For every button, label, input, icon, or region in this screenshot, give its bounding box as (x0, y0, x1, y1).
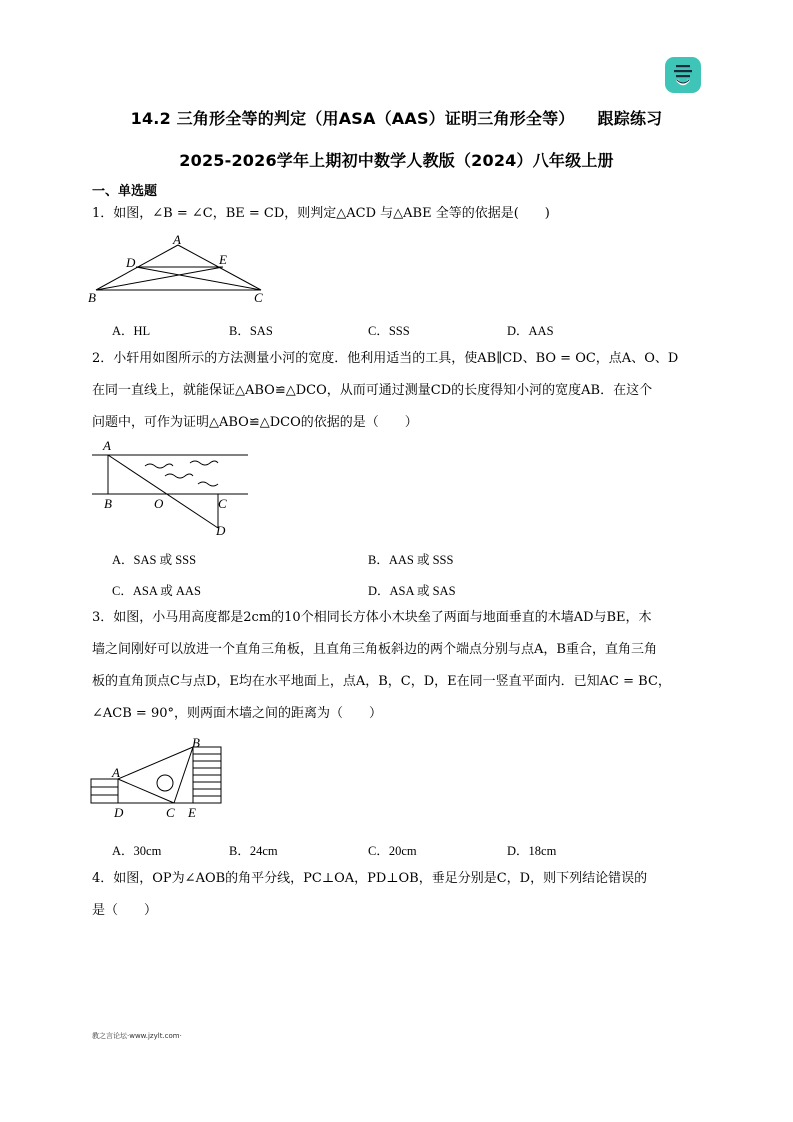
label-a: A (173, 232, 181, 247)
label-b: B (88, 290, 96, 305)
question-4-line-2: 是（ ） (92, 903, 158, 918)
question-2-line-2: 在同一直线上，就能保证△ABO≌△DCO，从而可通过测量CD的长度得知小河的宽度AB．在这个 (92, 383, 653, 398)
label-b: B (104, 496, 112, 511)
section-title: 一、单选题 (92, 184, 158, 199)
q2-option-b: B．AAS 或 SSS (368, 553, 454, 567)
label-c: C (166, 805, 175, 820)
q1-option-a: A．HL (112, 324, 151, 338)
label-d: D (114, 805, 124, 820)
question-3-line-2: 墙之间刚好可以放进一个直角三角板，且直角三角板斜边的两个端点分别与点A，B重合，直角三角 (92, 642, 657, 657)
q2-option-c: C．ASA 或 AAS (112, 584, 201, 598)
q1-option-d: D．AAS (507, 324, 554, 338)
question-2-figure (90, 438, 255, 538)
q2-option-d: D．ASA 或 SAS (368, 584, 456, 598)
label-c: C (254, 290, 263, 305)
q3-option-c: C．20cm (368, 844, 417, 858)
label-a: A (112, 765, 120, 780)
label-e: E (219, 252, 227, 267)
label-o: O (154, 496, 164, 511)
question-1-text: 1．如图，∠B = ∠C，BE = CD，则判定△ACD 与△ABE 全等的依据是( ) (92, 206, 550, 221)
label-d: D (216, 523, 226, 538)
page-subtitle: 2025-2026学年上期初中数学人教版（2024）八年级上册 (179, 151, 614, 170)
q3-option-a: A．30cm (112, 844, 162, 858)
footer: 教之言论坛·www.jzylt.com· (92, 1032, 182, 1040)
q2-option-a: A．SAS 或 SSS (112, 553, 197, 567)
document-list-icon (665, 57, 701, 93)
question-3-line-4: ∠ACB = 90°，则两面木墙之间的距离为（ ） (92, 706, 382, 721)
question-4-line-1: 4．如图，OP为∠AOB的角平分线，PC⊥OA，PD⊥OB，垂足分别是C，D，则下列结论错误的 (92, 871, 648, 886)
question-3-line-3: 板的直角顶点C与点D，E均在水平地面上，点A，B，C，D，E在同一竖直平面内．已知AC = BC， (92, 674, 671, 689)
question-3-line-1: 3．如图，小马用高度都是2cm的10个相同长方体小木块垒了两面与地面垂直的木墙AD与BE，木 (92, 610, 652, 625)
q3-option-b: B．24cm (229, 844, 278, 858)
label-a: A (103, 438, 111, 453)
question-2-line-1: 2．小轩用如图所示的方法测量小河的宽度．他利用适当的工具，使AB∥CD、BO = OC，点A、O、D (92, 351, 679, 366)
question-3-figure (88, 735, 228, 825)
question-1-figure (86, 232, 286, 306)
question-2-line-3: 问题中，可作为证明△ABO≌△DCO的依据的是（ ） (92, 415, 418, 430)
label-c: C (218, 496, 227, 511)
page-title: 14.2 三角形全等的判定（用ASA（AAS）证明三角形全等） 跟踪练习 (130, 109, 663, 128)
q1-option-c: C．SSS (368, 324, 410, 338)
q3-option-d: D．18cm (507, 844, 557, 858)
label-d: D (126, 255, 136, 270)
q1-option-b: B．SAS (229, 324, 273, 338)
label-e: E (188, 805, 196, 820)
label-b: B (192, 735, 200, 750)
logo (665, 57, 701, 93)
